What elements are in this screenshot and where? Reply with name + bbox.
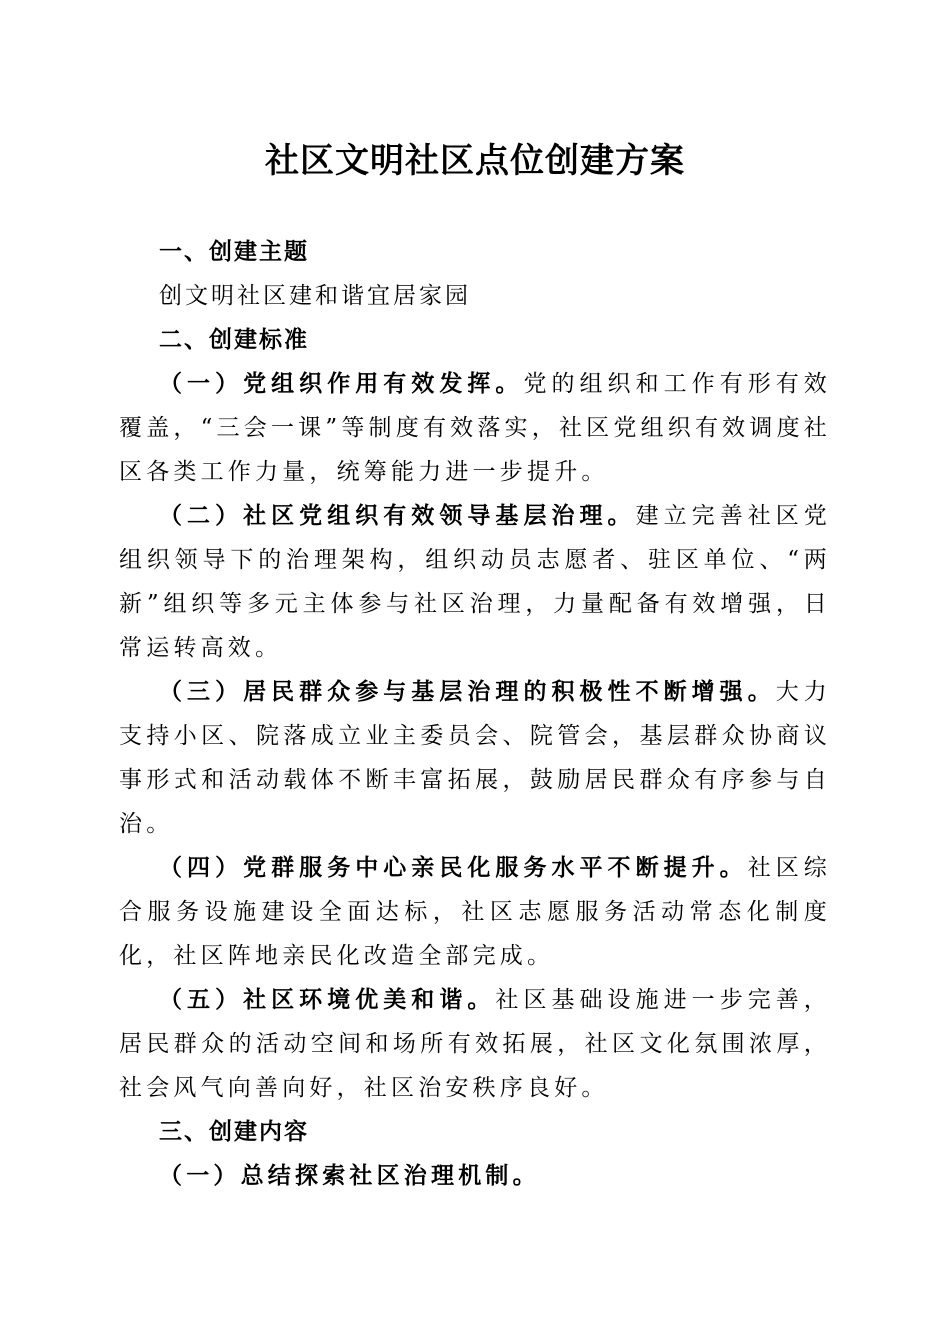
standard-item-3-lead: （三）居民群众参与基层治理的积极性不断增强。 bbox=[159, 678, 776, 705]
standard-item-2-lead: （二）社区党组织有效领导基层治理。 bbox=[159, 502, 636, 529]
section-heading-theme: 一、创建主题 bbox=[159, 239, 309, 265]
standard-item-3-text: 大力支持小区、院落成立业主委员会、院管会，基层群众协商议事形式和活动载体不断丰富拓展，鼓励居民群众有序参与自治。 bbox=[119, 679, 832, 837]
standard-item-5 bbox=[119, 978, 831, 1110]
standard-item-5-text: 社区基础设施进一步完善，居民群众的活动空间和场所有效拓展，社区文化氛围浓厚，社会风气向善向好，社区治安秩序良好。 bbox=[119, 987, 831, 1101]
standard-item-2-text: 建立完善社区党组织领导下的治理架构，组织动员志愿者、驻区单位、“两新”组织等多元主体参与社区治理，力量配备有效增强，日常运转高效。 bbox=[119, 503, 831, 661]
standard-item-4-lead: （四）党群服务中心亲民化服务水平不断提升。 bbox=[159, 854, 748, 881]
standard-item-4-text: 社区综合服务设施建设全面达标，社区志愿服务活动常态化制度化，社区阵地亲民化改造全部完成。 bbox=[119, 855, 831, 969]
standard-item-4 bbox=[119, 846, 831, 978]
standard-item-5-lead: （五）社区环境优美和谐。 bbox=[159, 986, 496, 1013]
standard-item-1-lead: （一）党组织作用有效发挥。 bbox=[159, 370, 524, 397]
section-heading-standards: 二、创建标准 bbox=[159, 327, 309, 353]
standard-item-1-text: 党的组织和工作有形有效覆盖，“三会一课”等制度有效落实，社区党组织有效调度社区各类工作力量，统筹能力进一步提升。 bbox=[119, 371, 831, 485]
standard-item-2 bbox=[119, 494, 831, 670]
content-item-1: （一）总结探索社区治理机制。 bbox=[159, 1162, 540, 1189]
document-title: 社区文明社区点位创建方案 bbox=[265, 141, 685, 181]
standard-item-3 bbox=[119, 670, 831, 846]
section-heading-content: 三、创建内容 bbox=[159, 1119, 309, 1145]
standard-item-1 bbox=[119, 362, 831, 494]
theme-content: 创文明社区建和谐宜居家园 bbox=[159, 283, 471, 309]
document-body bbox=[119, 230, 831, 1198]
